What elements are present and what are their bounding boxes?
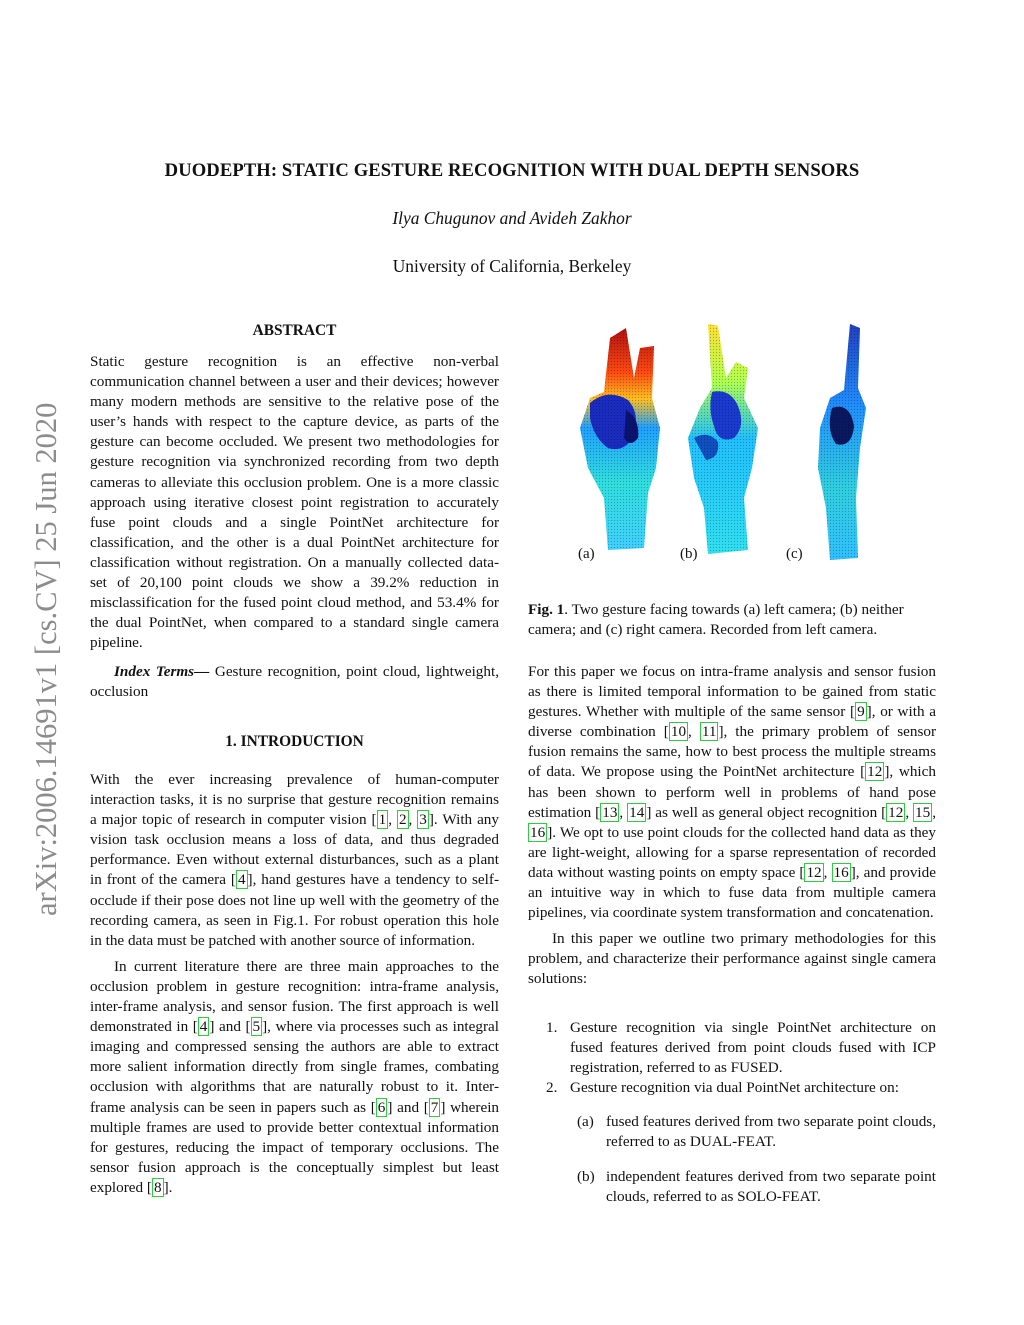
hand-c-point-cloud (818, 324, 866, 560)
hand-a-point-cloud (580, 328, 660, 550)
index-terms-text: Gesture recognition, point cloud, lightweight, occlusion (90, 663, 500, 701)
citation-link[interactable]: 9 (857, 703, 865, 721)
figure-caption-text: . Two gesture facing towards (a) left camera; (b) neither camera; and (c) right camera. Recorded from left camera. (528, 601, 904, 639)
right-paragraph-1: For this paper we focus on intra-frame analysis and sensor fusion as there is limited temporal information to be gained from static gestures. Whether with multiple of the same sensor [ 9 ], or with a diverse combination [ 10 , 11 ], the primary problem of sensor fusion remains the same, how to best process the multiple streams of data. We propose using the PointNet architecture [ 12 ], which has been shown to perform well in problems of hand pose estimation [ 13 , 14 ] as well as general object recognition [ 12 , 15 , 16 ]. We opt to use point clouds for the collected hand data as they are light-weight, allowing for a sparse representation of recorded data without wasting points on empty space [ 12 , 16 ], and provide an intuitive way in which to fuse data from multiple camera pipelines, via coordinate system transformation and concatenation. (528, 663, 937, 922)
sublist-item (528, 1167, 936, 1207)
abstract-text: Static gesture recognition is an effective non-verbal communication channel between a user and their devices; however many modern methods are sensitive to the relative pose of the user’s hands with respect to the capture device, as parts of the gesture can become occluded. We present two methodologies for gesture recognition via synchronized recording from two depth cameras to alleviate this occlusion problem. One is a more classic approach using iterative closest point registration to accurately fuse point clouds and a single PointNet architecture for classification, and the other is a dual PointNet architecture for classification without registration. On a manually collected data-set of 20,100 point clouds we show a 39.2% reduction in misclassification for the fused point cloud method, and 53.4% for the dual PointNet, when compared to a standard single camera pipeline. (90, 353, 499, 652)
index-terms (90, 662, 499, 702)
citation-link[interactable]: 7 (430, 1098, 439, 1116)
citation-link[interactable]: 14 (629, 803, 645, 821)
citation-link[interactable]: 12 (888, 803, 904, 821)
figure-label-a: (a) (578, 546, 595, 562)
citation-link[interactable]: 11 (701, 723, 717, 741)
figure-label-c: (c) (786, 546, 803, 562)
list-item (528, 1018, 936, 1078)
citation-link[interactable]: 16 (833, 863, 849, 881)
figure-1-caption (528, 600, 936, 640)
sublist-item-label: (b) (577, 1167, 595, 1185)
citation-link[interactable]: 3 (419, 811, 427, 829)
sublist-item (528, 1112, 936, 1152)
citation-link[interactable]: 8 (154, 1178, 162, 1196)
right-paragraph-2: In this paper we outline two primary methodologies for this problem, and characterize their performance against single camera solutions: (528, 930, 936, 988)
intro-paragraph-2: In current literature there are three main approaches to the occlusion problem in gesture recognition: intra-frame analysis, inter-frame analysis, and sensor fusion. The first approach is well demonstrated in [ 4 ] and [ 5 ], where via processes such as integral imaging and compressed sensing the authors are able to extract more salient information directly from single frames, combating occlusion with algorithms that are naturally robust to it. Inter-frame analysis can be seen in papers such as [ 6 ] and [ 7 ] wherein multiple frames are used to provide better contextual information for gestures, reducing the impact of temporary occlusions. The sensor fusion approach is the conceptually simplest but least explored [ 8 ]. (90, 957, 500, 1196)
citation-link[interactable]: 16 (530, 823, 546, 841)
abstract-heading: ABSTRACT (252, 322, 337, 339)
citation-link[interactable]: 13 (602, 803, 618, 821)
sublist-item-text: independent features derived from two separate point clouds, referred to as SOLO-FEAT. (606, 1167, 936, 1205)
list-item-number: 1. (546, 1019, 558, 1036)
sublist-item-label: (a) (577, 1113, 594, 1131)
citation-link[interactable]: 10 (670, 723, 687, 741)
right-column-body (528, 662, 936, 990)
citation-link[interactable]: 2 (398, 811, 407, 829)
index-terms-label: Index Terms— (114, 663, 210, 680)
hand-b-point-cloud (688, 324, 758, 554)
citation-link[interactable]: 12 (806, 863, 822, 881)
citation-link[interactable]: 5 (252, 1018, 261, 1036)
citation-link[interactable]: 4 (199, 1018, 208, 1036)
methodology-list (528, 1018, 936, 1207)
list-item-text: Gesture recognition via single PointNet architecture on fused features derived from point clouds fused with ICP registration, referred to as FUSED. (570, 1019, 936, 1077)
paper-title: DUODEPTH: STATIC GESTURE RECOGNITION WITH DUAL DEPTH SENSORS (164, 160, 860, 181)
citation-link[interactable]: 6 (377, 1098, 386, 1116)
paper-authors: Ilya Chugunov and Avideh Zakhor (392, 208, 632, 228)
introduction-heading: 1. INTRODUCTION (225, 733, 364, 750)
introduction-body (90, 770, 499, 1198)
figure-1-hand-point-clouds (568, 318, 882, 570)
list-item (528, 1078, 936, 1098)
list-item-number: 2. (546, 1079, 558, 1097)
abstract-body (90, 352, 499, 653)
citation-link[interactable]: 4 (237, 871, 246, 889)
hand-point-cloud-illustration (568, 318, 882, 570)
figure-label-b: (b) (680, 546, 698, 562)
figure-caption-label: Fig. 1 (528, 601, 565, 618)
citation-link[interactable]: 15 (915, 803, 931, 821)
paper-affiliation: University of California, Berkeley (392, 256, 632, 276)
citation-link[interactable]: 1 (378, 811, 387, 829)
sublist-item-text: fused features derived from two separate point clouds, referred to as DUAL-FEAT. (606, 1113, 936, 1151)
intro-paragraph-1: With the ever increasing prevalence of human-computer interaction tasks, it is no surprise that gesture recognition remains a major topic of research in computer vision [ 1 , 2 , 3 ]. With any vision task occlusion means a loss of data, and thus degraded performance. Even without external disturbances, such as a plant in front of the camera [ 4 ], hand gestures have a tendency to self-occlude if their pose does not line up well with the geometry of the recording camera, as seen in Fig.1. For robust operation this hole in the data must be patched with another source of information. (90, 771, 500, 949)
arxiv-identifier: arXiv:2006.14691v1 [cs.CV] 25 Jun 2020 (29, 402, 63, 916)
list-item-text: Gesture recognition via dual PointNet architecture on: (570, 1079, 899, 1097)
citation-link[interactable]: 12 (867, 763, 883, 781)
